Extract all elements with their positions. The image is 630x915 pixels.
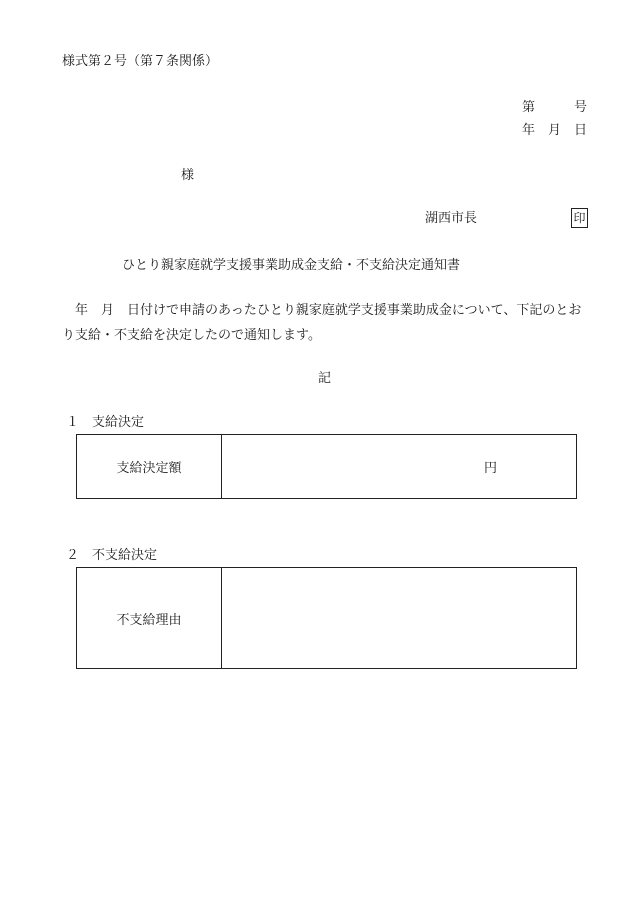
- sender-name: 湖西市長: [425, 211, 478, 226]
- reference-number: 第 号: [521, 100, 587, 115]
- issue-date: 年 月 日: [521, 123, 587, 138]
- nonpayment-table: [76, 567, 577, 669]
- seal-mark: 印: [571, 208, 588, 228]
- document-title: ひとり親家庭就学支援事業助成金支給・不支給決定通知書: [122, 258, 461, 273]
- form-number: 様式第２号（第７条関係）: [62, 54, 219, 69]
- ki-heading: 記: [318, 371, 332, 386]
- nonpayment-reason-label: 不支給理由: [77, 568, 222, 669]
- body-text: 年 月 日付けで申請のあったひとり親家庭就学支援事業助成金について、下記のとおり支給・不支給を決定したので通知します。: [62, 303, 582, 343]
- payment-amount-label: 支給決定額: [77, 435, 222, 499]
- nonpayment-reason-field[interactable]: [222, 568, 577, 669]
- addressee: 様: [181, 168, 195, 183]
- section-nonpayment-heading: ２ 不支給決定: [66, 548, 158, 563]
- yen-unit: 円: [484, 461, 498, 476]
- section-payment-heading: １ 支給決定: [66, 415, 145, 430]
- payment-amount-field[interactable]: [222, 435, 577, 499]
- payment-table: [76, 434, 577, 499]
